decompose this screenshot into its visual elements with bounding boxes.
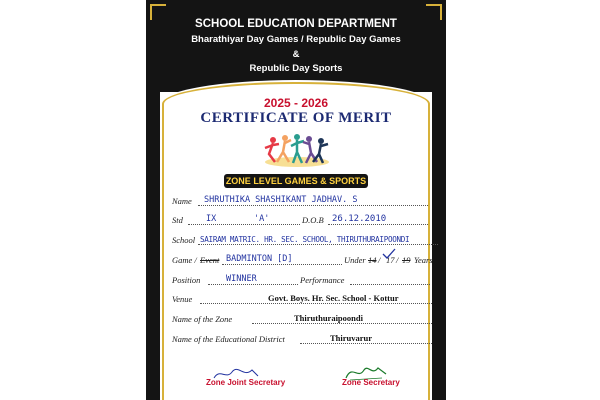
zone-label: Name of the Zone bbox=[172, 314, 233, 324]
performance-line bbox=[350, 284, 430, 285]
venue-line bbox=[200, 303, 432, 304]
years-label: Years bbox=[414, 255, 433, 265]
game-line bbox=[222, 264, 342, 265]
left-border bbox=[146, 0, 160, 400]
department-title: SCHOOL EDUCATION DEPARTMENT bbox=[195, 18, 397, 30]
event-label: Event bbox=[200, 255, 220, 265]
venue-row bbox=[172, 290, 438, 306]
game-value: BADMINTON [D] bbox=[226, 254, 293, 264]
student-name: SHRUTHIKA SHASHIKANT JADHAV. S bbox=[204, 195, 358, 205]
tick-mark-icon bbox=[382, 248, 396, 260]
dob-line bbox=[328, 224, 428, 225]
district-label: Name of the Educational District bbox=[172, 334, 285, 344]
dob-label: D.O.B bbox=[302, 215, 324, 225]
sports-title: Republic Day Sports bbox=[249, 63, 343, 74]
game-row: Game / Event BADMINTON [D] Under 14 / 17 / 19 Years bbox=[172, 251, 438, 267]
zone-row bbox=[172, 310, 438, 326]
athletes-logo-icon bbox=[261, 132, 333, 170]
std-row bbox=[172, 211, 438, 227]
school-label: School bbox=[172, 235, 196, 245]
under-14: 14 bbox=[368, 255, 377, 265]
games-title: Bharathiyar Day Games / Republic Day Games bbox=[191, 34, 401, 45]
zone-value: Thiruthuraipoondi bbox=[294, 313, 363, 323]
school-row bbox=[172, 231, 438, 247]
std-value: IX bbox=[206, 214, 217, 224]
certificate bbox=[146, 0, 446, 400]
game-label: Game / bbox=[172, 255, 197, 265]
district-value: Thiruvarur bbox=[330, 333, 373, 343]
zone-joint-secretary-label: Zone Joint Secretary bbox=[206, 378, 286, 387]
venue-label: Venue bbox=[172, 294, 193, 304]
name-label: Name bbox=[172, 196, 192, 206]
academic-year: 2025 - 2026 bbox=[263, 96, 329, 110]
venue-value: Govt. Boys. Hr. Sec. School - Kottur bbox=[268, 293, 399, 303]
under-label: Under bbox=[344, 255, 366, 265]
district-line bbox=[300, 343, 432, 344]
section-value: 'A' bbox=[254, 214, 270, 224]
name-row bbox=[172, 192, 438, 208]
level-banner: ZONE LEVEL GAMES & SPORTS bbox=[225, 176, 367, 186]
performance-label: Performance bbox=[300, 275, 345, 285]
dob-value: 26.12.2010 bbox=[332, 214, 387, 224]
name-line bbox=[198, 205, 428, 206]
under-17: 17 bbox=[386, 255, 395, 265]
zone-line bbox=[252, 323, 432, 324]
under-19: 19 bbox=[402, 255, 411, 265]
position-value: WINNER bbox=[226, 274, 257, 284]
district-row bbox=[172, 330, 438, 346]
ampersand: & bbox=[292, 49, 300, 60]
std-line bbox=[188, 224, 300, 225]
header-band bbox=[146, 0, 446, 92]
position-row bbox=[172, 271, 438, 287]
zone-secretary-label: Zone Secretary bbox=[342, 378, 400, 387]
school-value: SAIRAM MATRIC. HR. SEC. SCHOOL, THIRUTHURAIPOONDI bbox=[200, 235, 410, 244]
position-label: Position bbox=[172, 275, 201, 285]
position-line bbox=[208, 284, 298, 285]
school-line bbox=[198, 244, 438, 245]
certificate-title: CERTIFICATE OF MERIT bbox=[200, 110, 392, 126]
std-label: Std bbox=[172, 215, 183, 225]
